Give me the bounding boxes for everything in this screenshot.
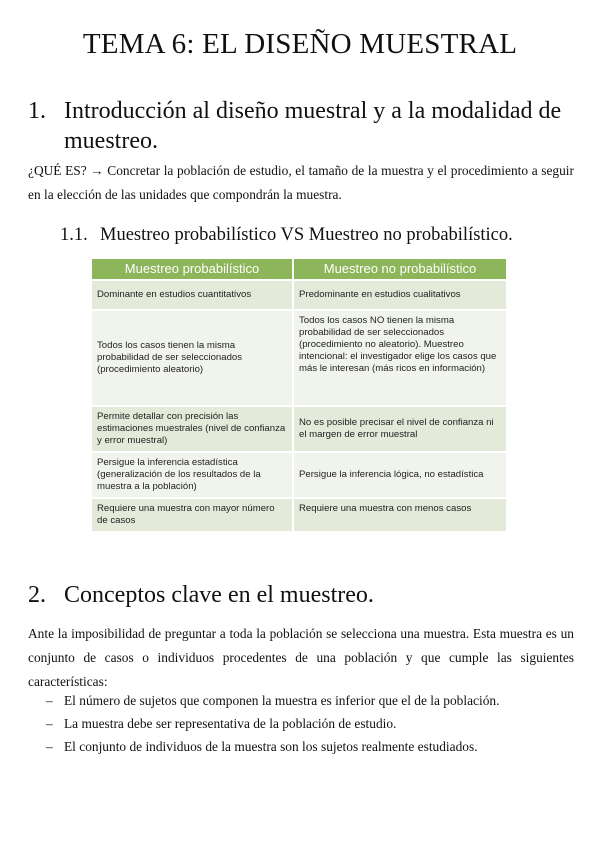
- section-1-number: 1.: [28, 98, 46, 124]
- dash-icon: –: [46, 716, 53, 731]
- table-cell: Dominante en estudios cuantitativos: [92, 280, 293, 310]
- table-cell: Todos los casos tienen la misma probabilidad de ser seleccionados (procedimiento aleatorio): [92, 310, 293, 406]
- table-cell: No es posible precisar el nivel de confianza ni el margen de error muestral: [293, 406, 507, 452]
- section-2-heading: [28, 580, 576, 610]
- table-cell: Permite detallar con precisión las estimaciones muestrales (nivel de confianza y error muestral): [92, 406, 293, 452]
- table-cell: Persigue la inferencia lógica, no estadística: [293, 452, 507, 498]
- list-item-text: El conjunto de individuos de la muestra son los sujetos realmente estudiados.: [64, 739, 478, 754]
- table-cell: Predominante en estudios cualitativos: [293, 280, 507, 310]
- arrow-icon: →: [90, 163, 104, 178]
- list-item: [46, 689, 499, 712]
- section-1-title: Introducción al diseño muestral y a la modalidad de muestreo.: [64, 98, 562, 154]
- table-cell: Todos los casos NO tienen la misma probabilidad de ser seleccionados (procedimiento no aleatorio). Muestreo intencional: el investigador elige los casos que más le interesan (más ricos en información): [293, 310, 507, 406]
- section-1-1-heading: [60, 225, 513, 246]
- list-item-text: El número de sujetos que componen la muestra es inferior que el de la población.: [64, 693, 500, 708]
- section-2-number: 2.: [28, 582, 46, 608]
- table-row: [92, 280, 507, 310]
- table-row: [92, 406, 507, 452]
- section-1-1-title: Muestreo probabilístico VS Muestreo no probabilístico.: [100, 225, 513, 245]
- list-item: [46, 712, 499, 735]
- comparison-table: [92, 259, 508, 531]
- definition-text: Concretar la población de estudio, el tamaño de la muestra y el procedimiento a seguir en la elección de las unidades que compondrán la muestra.: [28, 163, 574, 202]
- table-cell: Persigue la inferencia estadística (generalización de los resultados de la muestra a la población): [92, 452, 293, 498]
- section-2-intro: Ante la imposibilidad de preguntar a toda la población se selecciona una muestra. Esta muestra es un conjunto de casos o individuos procedentes de una población y que cumple las siguientes características:: [28, 626, 574, 689]
- section-1-heading: [28, 96, 576, 156]
- section-1-definition: [28, 159, 574, 207]
- characteristics-list: [46, 689, 499, 758]
- section-1-1-number: 1.1.: [60, 225, 88, 245]
- dash-icon: –: [46, 739, 53, 754]
- table-row: [92, 452, 507, 498]
- table-cell: Requiere una muestra con mayor número de casos: [92, 498, 293, 531]
- section-2-title: Conceptos clave en el muestreo.: [64, 582, 374, 608]
- table-cell: Requiere una muestra con menos casos: [293, 498, 507, 531]
- list-item: [46, 735, 499, 758]
- table-row: [92, 310, 507, 406]
- header-probabilistic: Muestreo probabilístico: [92, 259, 293, 280]
- document-title: TEMA 6: EL DISEÑO MUESTRAL: [82, 28, 518, 60]
- question-label: ¿QUÉ ES?: [28, 163, 87, 178]
- list-item-text: La muestra debe ser representativa de la población de estudio.: [64, 716, 397, 731]
- header-non-probabilistic: Muestreo no probabilístico: [293, 259, 507, 280]
- table-row: [92, 498, 507, 531]
- table-header-row: [92, 259, 507, 280]
- dash-icon: –: [46, 693, 53, 708]
